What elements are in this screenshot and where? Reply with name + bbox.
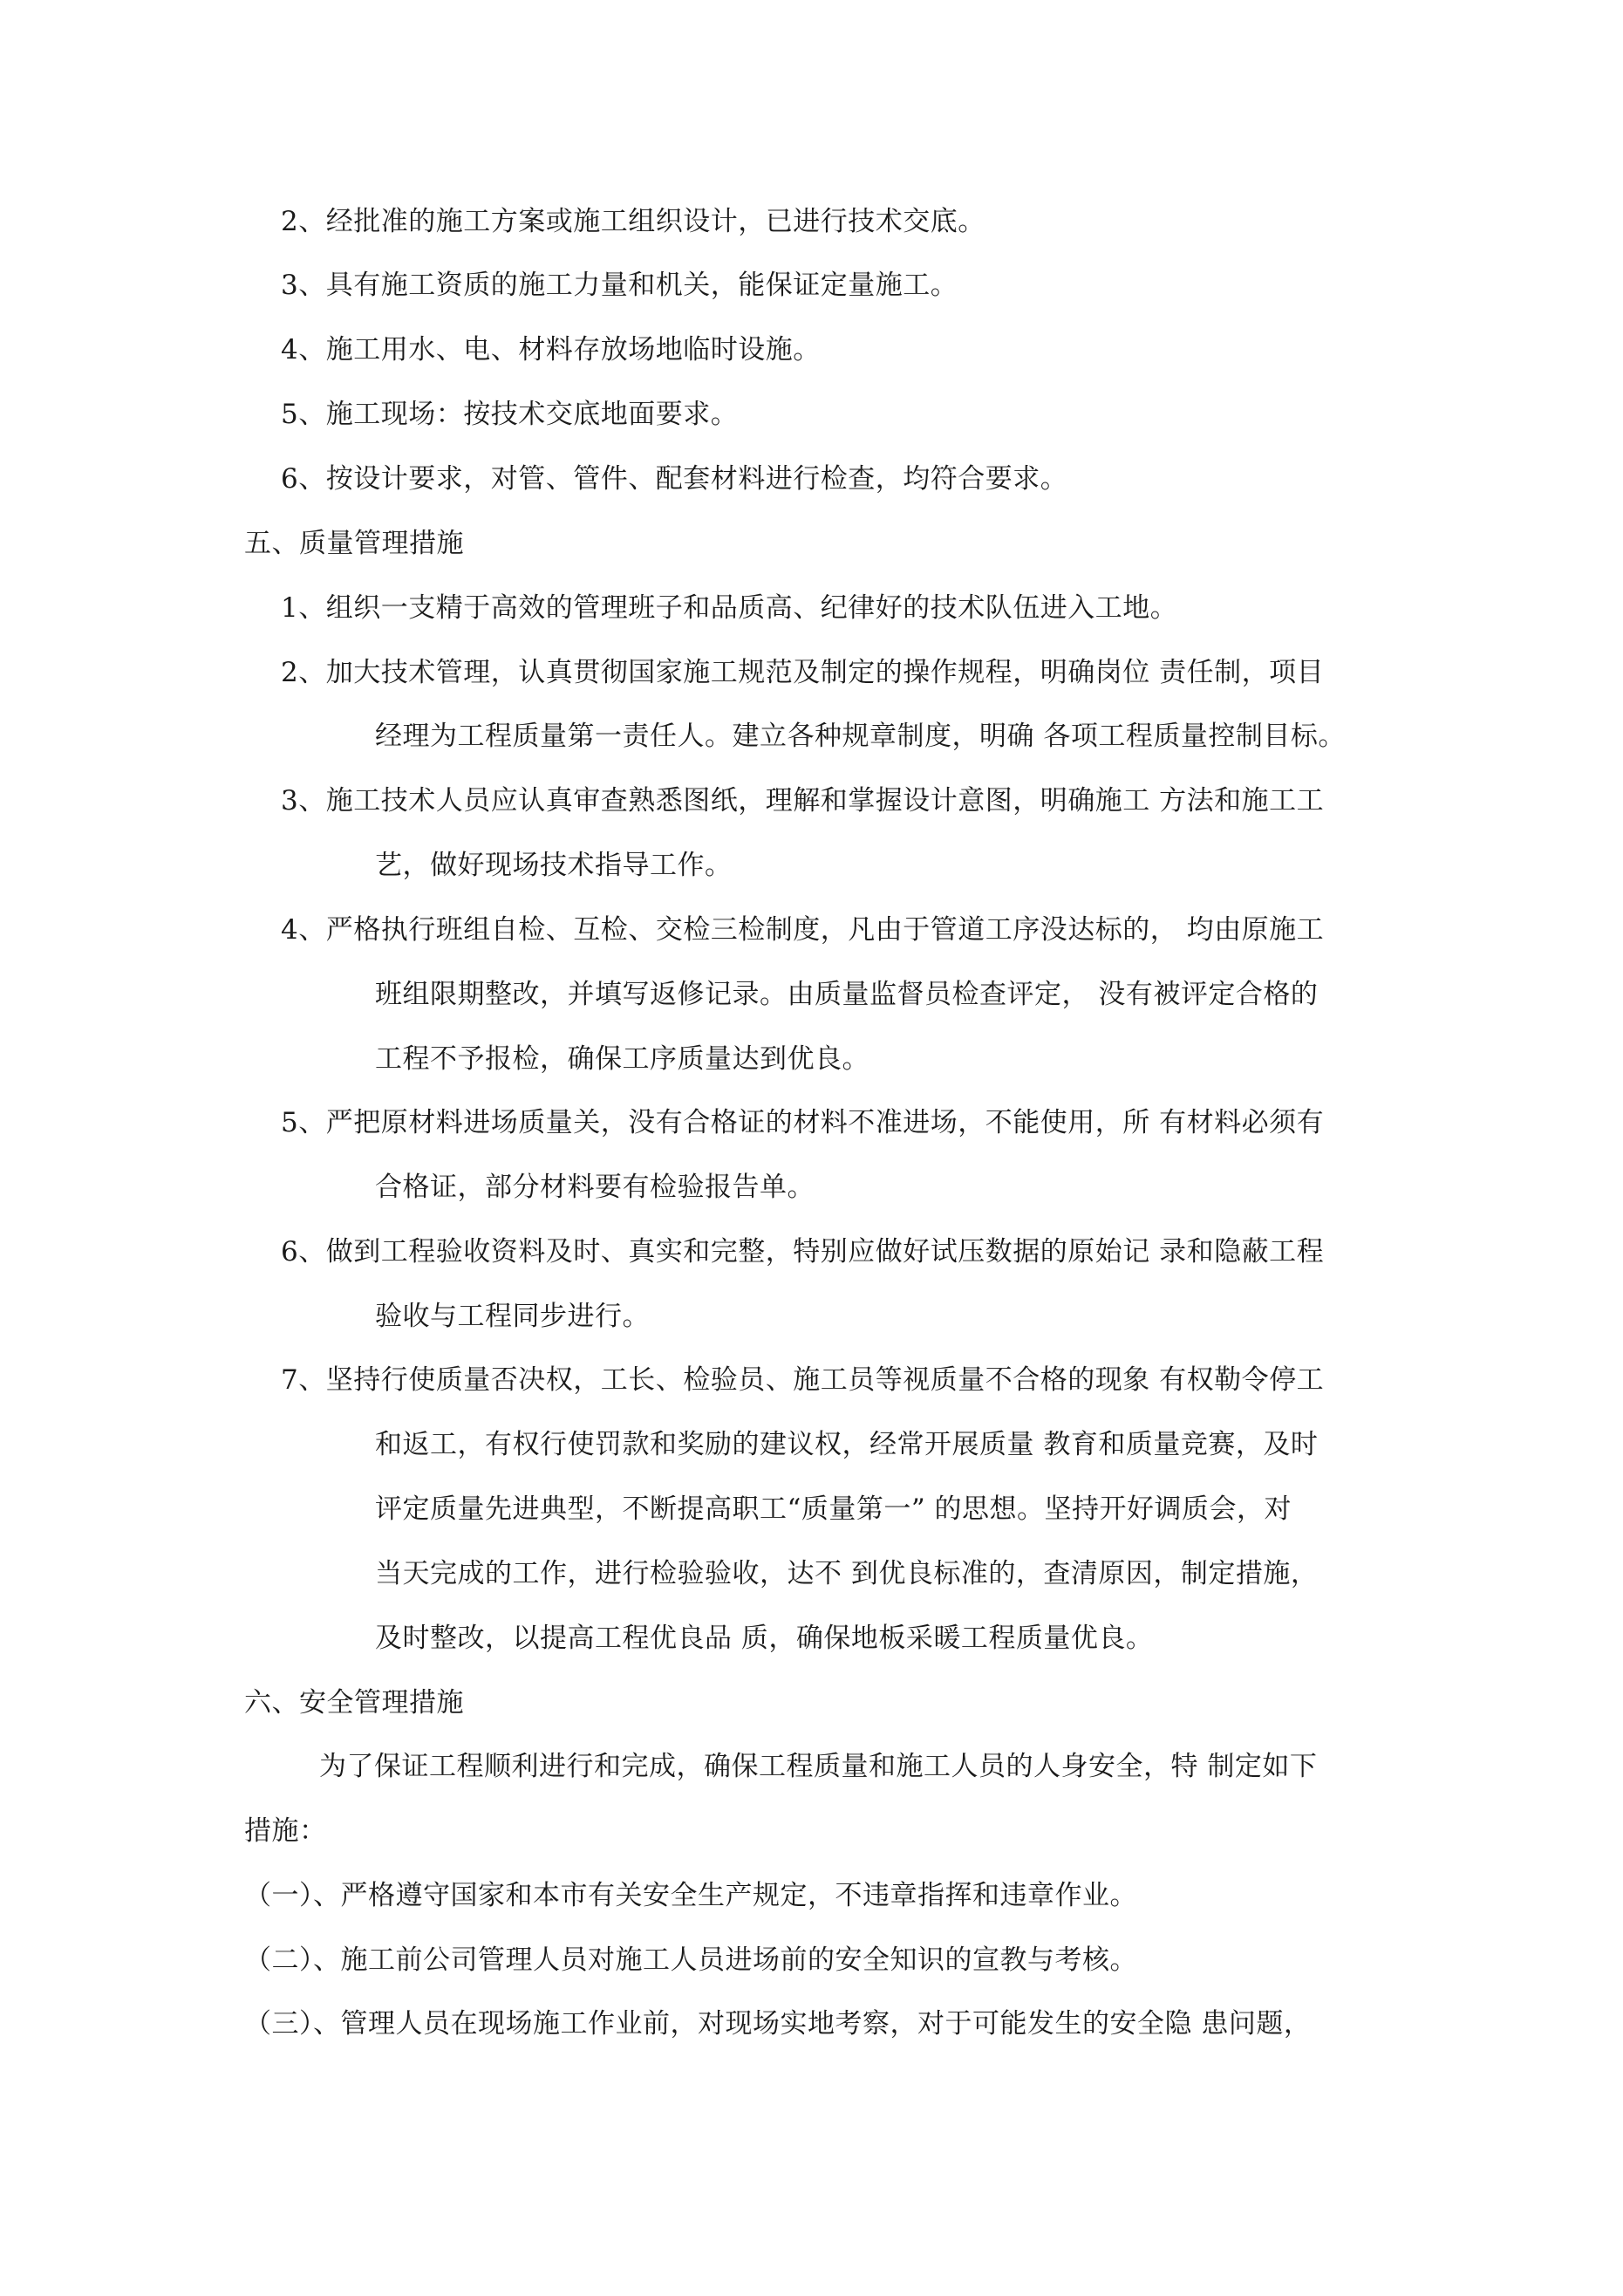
text-line: 5、施工现场：按技术交底地面要求。: [281, 399, 739, 430]
section-heading: 五、质量管理措施: [244, 528, 464, 559]
text-line: 4、施工用水、电、材料存放场地临时设施。: [281, 334, 821, 366]
text-line: 和返工，有权行使罚款和奖励的建议权，经常开展质量 教育和质量竞赛，及时: [375, 1429, 1319, 1460]
text-line: 7、坚持行使质量否决权，工长、检验员、施工员等视质量不合格的现象 有权勒令停工: [281, 1364, 1325, 1396]
text-line: 经理为工程质量第一责任人。建立各种规章制度，明确 各项工程质量控制目标。: [375, 721, 1346, 752]
section-heading: 六、安全管理措施: [244, 1687, 464, 1719]
text-line: 工程不予报检，确保工序质量达到优良。: [375, 1043, 869, 1075]
text-line: 2、经批准的施工方案或施工组织设计，已进行技术交底。: [281, 206, 985, 237]
text-line: 4、严格执行班组自检、互检、交检三检制度，凡由于管道工序没达标的， 均由原施工: [281, 914, 1325, 946]
text-line: 艺，做好现场技术指导工作。: [375, 850, 733, 881]
text-line: 3、具有施工资质的施工力量和机关，能保证定量施工。: [281, 270, 958, 301]
text-line: 当天完成的工作，进行检验验收，达不 到优良标准的，查清原因，制定措施，: [375, 1558, 1319, 1589]
text-line: 3、施工技术人员应认真审查熟悉图纸，理解和掌握设计意图，明确施工 方法和施工工: [281, 785, 1325, 817]
text-line: 2、加大技术管理，认真贯彻国家施工规范及制定的操作规程，明确岗位 责任制，项目: [281, 657, 1325, 688]
text-line: 评定质量先进典型，不断提高职工“质量第一” 的思想。坚持开好调质会，对: [375, 1493, 1292, 1525]
text-line: 5、严把原材料进场质量关，没有合格证的材料不准进场，不能使用，所 有材料必须有: [281, 1107, 1325, 1138]
text-line: 验收与工程同步进行。: [375, 1301, 650, 1332]
text-line: 1、组织一支精于高效的管理班子和品质高、纪律好的技术队伍进入工地。: [281, 592, 1178, 624]
text-line: 措施：: [244, 1815, 327, 1847]
text-line: 班组限期整改，并填写返修记录。由质量监督员检查评定， 没有被评定合格的: [375, 979, 1319, 1010]
text-line: 合格证，部分材料要有检验报告单。: [375, 1172, 815, 1203]
text-line: （二）、施工前公司管理人员对施工人员进场前的安全知识的宣教与考核。: [244, 1944, 1137, 1976]
text-line: 6、做到工程验收资料及时、真实和完整，特别应做好试压数据的原始记 录和隐蔽工程: [281, 1236, 1325, 1268]
text-line: （三）、管理人员在现场施工作业前，对现场实地考察，对于可能发生的安全隐 患问题，: [244, 2008, 1312, 2040]
text-line: 及时整改，以提高工程优良品 质，确保地板采暖工程质量优良。: [375, 1623, 1154, 1654]
text-line: （一）、严格遵守国家和本市有关安全生产规定，不违章指挥和违章作业。: [244, 1880, 1137, 1911]
text-line: 为了保证工程顺利进行和完成，确保工程质量和施工人员的人身安全，特 制定如下: [319, 1751, 1318, 1782]
text-line: 6、按设计要求，对管、管件、配套材料进行检查，均符合要求。: [281, 463, 1068, 495]
